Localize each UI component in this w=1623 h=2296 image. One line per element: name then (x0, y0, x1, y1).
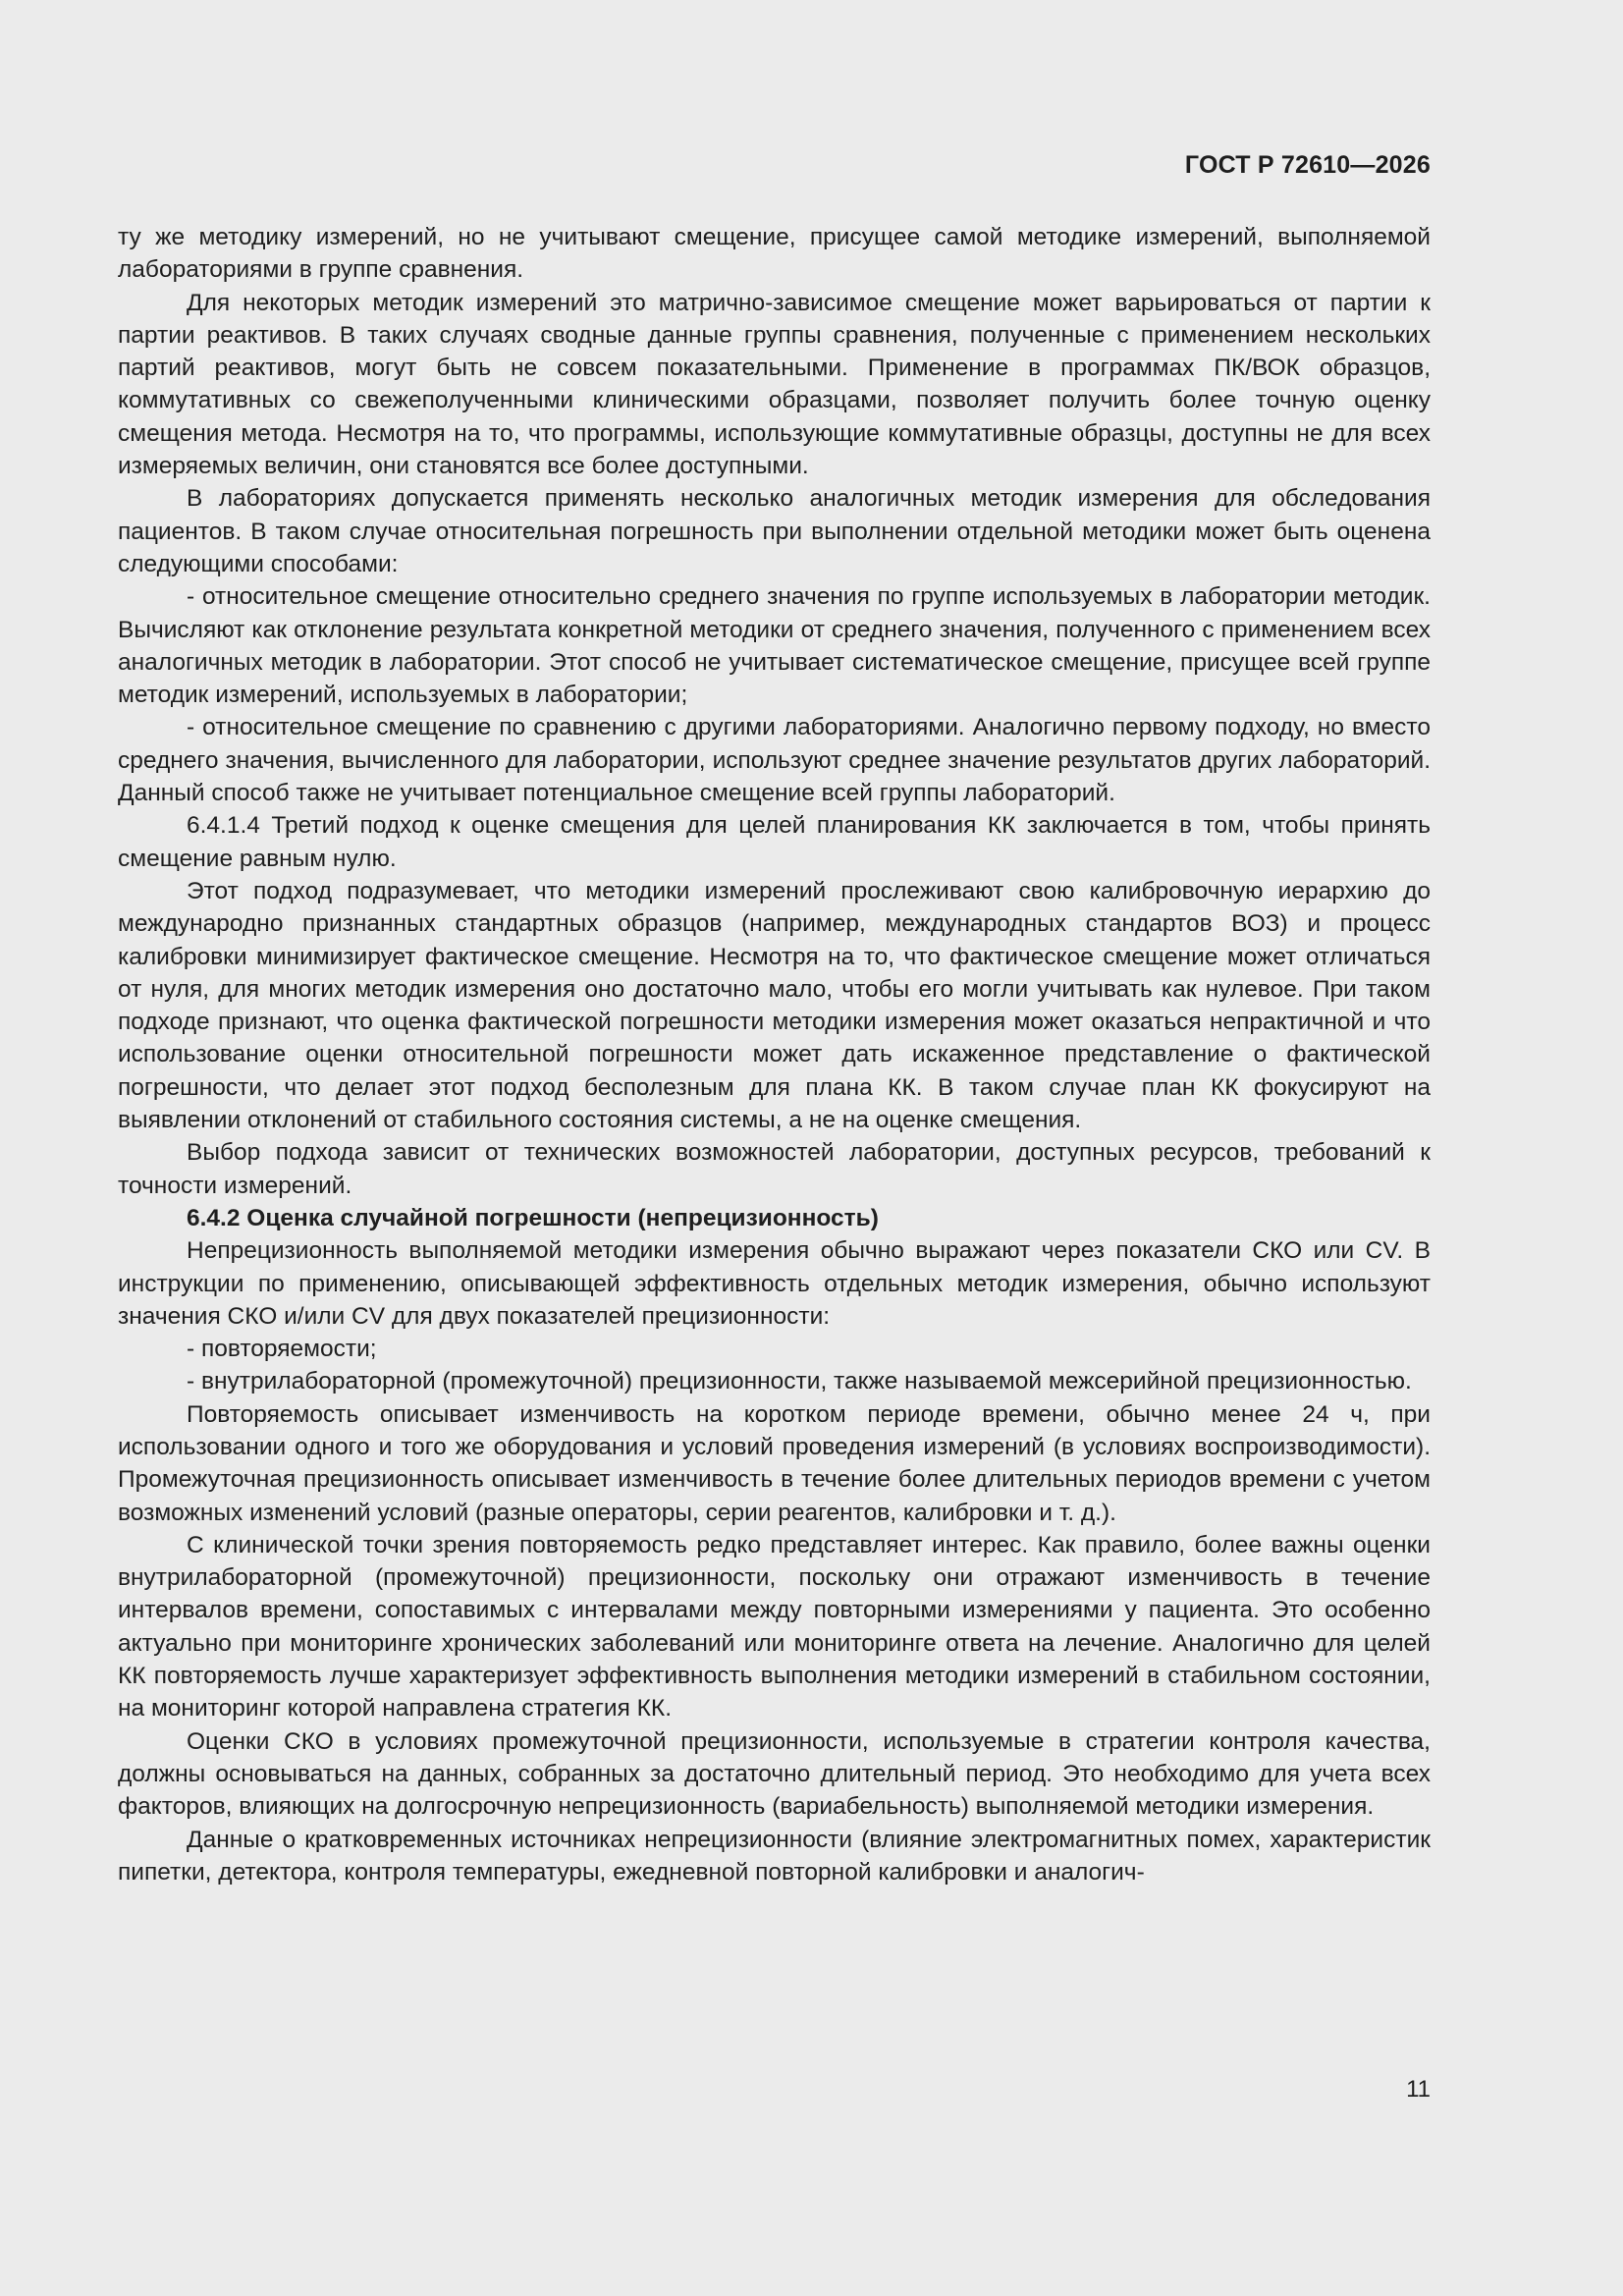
paragraph: Непрецизионность выполняемой методики измерения обычно выражают через показатели СКО или CV. В инструкции по применению, описывающей эффективность отдельных методик измерения, обычно используют значения СКО и/или CV для двух показателей прецизионности: (118, 1237, 1431, 1330)
page-number: 11 (1406, 2076, 1431, 2103)
list-item: - повторяемости; (187, 1336, 377, 1363)
paragraph: С клинической точки зрения повторяемость редко представляет интерес. Как правило, более важны оценки внутрилабораторной (промежуточной) прецизионности, поскольку они отражают изменчивость в течение интервалов времени, сопоставимых с интервалами между повторными измерениями у пациента. Это особенно актуально при мониторинге хронических заболеваний или мониторинге ответа на лечение. Аналогично для целей КК повторяемость лучше характеризует эффективность выполнения методики измерений в стабильном состоянии, на мониторинг которой направлена стратегия КК. (118, 1531, 1431, 1722)
section-heading: 6.4.2 Оценка случайной погрешности (непрецизионность) (187, 1204, 879, 1231)
paragraph: Для некоторых методик измерений это матрично-зависимое смещение может варьироваться от партии к партии реактивов. В таких случаях сводные данные группы сравнения, полученные с применением нескольких партий реактивов, могут быть не совсем показательными. Применение в программах ПК/ВОК образцов, коммутативных со свежеполученными клиническими образцами, позволяет получить более точную оценку смещения метода. Несмотря на то, что программы, использующие коммутативные образцы, доступны не для всех измеряемых величин, они становятся все более доступными. (118, 289, 1431, 480)
paragraph: Данные о кратковременных источниках непрецизионности (влияние электромагнитных помех, характеристик пипетки, детектора, контроля температуры, ежедневной повторной калибровки и аналогич- (118, 1826, 1431, 1886)
list-item: - внутрилабораторной (промежуточной) прецизионности, также называемой межсерийной прецизионностью. (187, 1368, 1412, 1395)
list-item: - относительное смещение относительно среднего значения по группе используемых в лаборатории методик. Вычисляют как отклонение результата конкретной методики от среднего значения, полученного с применением всех аналогичных методик в лаборатории. Этот способ не учитывает систематическое смещение, присущее всей группе методик измерений, используемых в лаборатории; (118, 583, 1431, 709)
paragraph: Выбор подхода зависит от технических возможностей лаборатории, доступных ресурсов, требований к точности измерений. (118, 1139, 1431, 1199)
paragraph-continuation: ту же методику измерений, но не учитывают смещение, присущее самой методике измерений, выполняемой лабораториями в группе сравнения. (118, 224, 1431, 284)
standard-code-header: ГОСТ Р 72610—2026 (1184, 151, 1431, 179)
document-body (118, 221, 1431, 1888)
paragraph: В лабораториях допускается применять несколько аналогичных методик измерения для обследования пациентов. В таком случае относительная погрешность при выполнении отдельной методики может быть оценена следующими способами: (118, 485, 1431, 577)
paragraph: Повторяемость описывает изменчивость на коротком периоде времени, обычно менее 24 ч, при использовании одного и того же оборудования и условий проведения измерений (в условиях воспроизводимости). Промежуточная прецизионность описывает изменчивость в течение более длительных периодов времени с учетом возможных изменений условий (разные операторы, серии реагентов, калибровки и т. д.). (118, 1400, 1431, 1526)
paragraph: Этот подход подразумевает, что методики измерений прослеживают свою калибровочную иерархию до международно признанных стандартных образцов (например, международных стандартов ВОЗ) и процесс калибровки минимизирует фактическое смещение. Несмотря на то, что фактическое смещение может отличаться от нуля, для многих методик измерения оно достаточно мало, чтобы его могли учитывать как нулевое. При таком подходе признают, что оценка фактической погрешности методики измерения может оказаться непрактичной и что использование оценки относительной погрешности может дать искаженное представление о фактической погрешности, что делает этот подход бесполезным для плана КК. В таком случае план КК фокусируют на выявлении отклонений от стабильного состояния системы, а не на оценке смещения. (118, 877, 1431, 1134)
clause-paragraph: 6.4.1.4 Третий подход к оценке смещения для целей планирования КК заключается в том, чтобы принять смещение равным нулю. (118, 812, 1431, 872)
list-item: - относительное смещение по сравнению с другими лабораториями. Аналогично первому подходу, но вместо среднего значения, вычисленного для лаборатории, используют среднее значение результатов других лабораторий. Данный способ также не учитывает потенциальное смещение всей группы лабораторий. (118, 714, 1431, 807)
paragraph: Оценки СКО в условиях промежуточной прецизионности, используемые в стратегии контроля качества, должны основываться на данных, собранных за достаточно длительный период. Это необходимо для учета всех факторов, влияющих на долгосрочную непрецизионность (вариабельность) выполняемой методики измерения. (118, 1727, 1431, 1821)
